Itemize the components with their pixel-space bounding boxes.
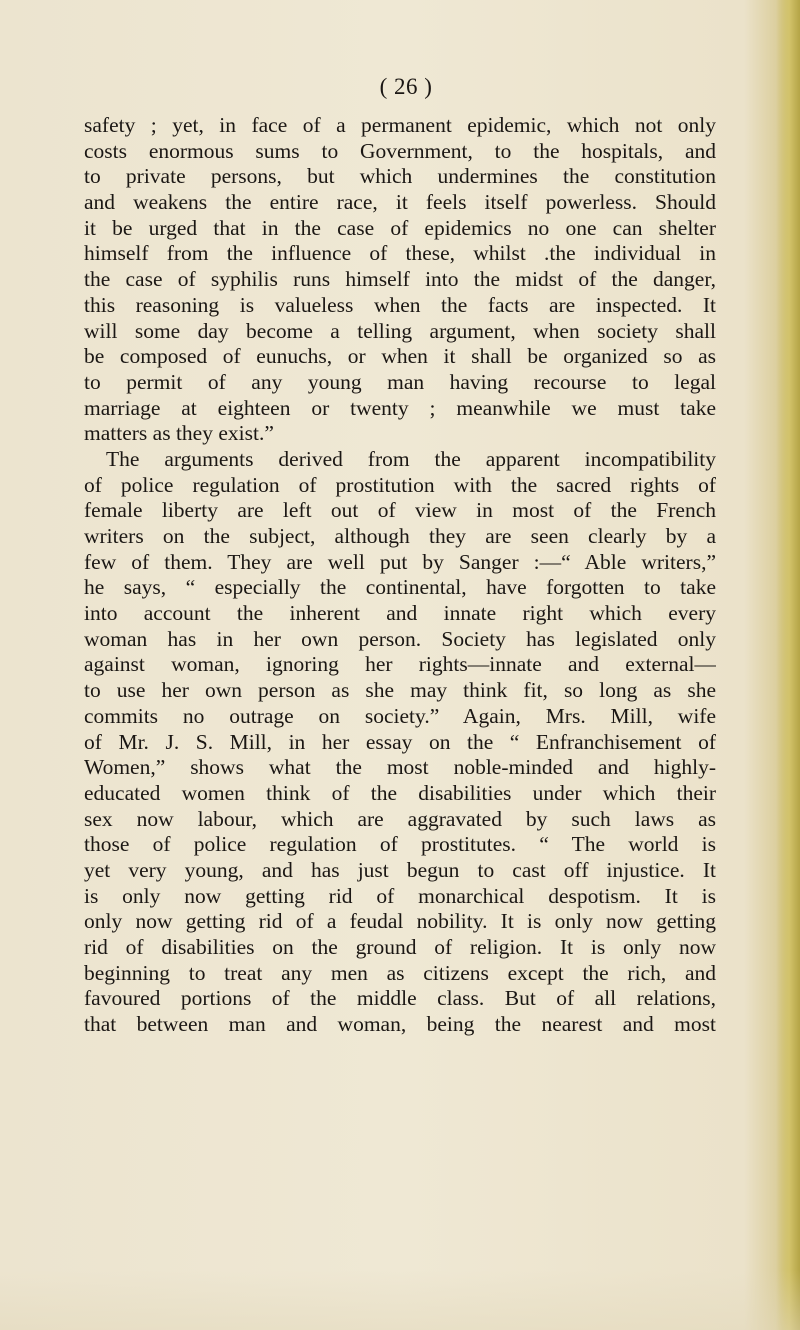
text-line: safety ; yet, in face of a permanent epidemic, which not only <box>84 113 716 137</box>
text-line: commits no outrage on society.” Again, Mrs. Mill, wife <box>84 703 716 728</box>
text-line: few of them. They are well put by Sanger :—“ Able writers,” <box>84 549 716 574</box>
text-line: will some day become a telling argument, when society shall <box>84 318 716 343</box>
text-line: to private persons, but which undermines the constitution <box>84 164 716 189</box>
text-line: writers on the subject, although they are seen clearly by a <box>84 524 716 548</box>
text-line: beginning to treat any men as citizens except the rich, and <box>84 960 716 985</box>
text-line: costs enormous sums to Government, to the hospitals, and <box>84 138 716 163</box>
text-line: favoured portions of the middle class. But of all relations, <box>84 986 716 1011</box>
text-line: only now getting rid of a feudal nobility. It is only now getting <box>84 909 716 934</box>
text-line: to use her own person as she may think fit, so long as she <box>84 678 716 703</box>
text-line: matters as they exist.” <box>84 421 274 446</box>
text-line: this reasoning is valueless when the facts are inspected. It <box>84 292 716 317</box>
text-line: woman has in her own person. Society has legislated only <box>84 626 716 651</box>
text-line: he says, “ especially the continental, have forgotten to take <box>84 575 716 600</box>
body-text <box>84 113 716 1038</box>
text-line: himself from the influence of these, whilst .the individual in <box>84 241 716 266</box>
text-line: sex now labour, which are aggravated by such laws as <box>84 806 716 831</box>
text-line: of Mr. J. S. Mill, in her essay on the “ Enfranchisement of <box>84 729 716 754</box>
text-line: it be urged that in the case of epidemics no one can shelter <box>84 215 716 240</box>
text-line: be composed of eunuchs, or when it shall be organized so as <box>84 344 716 369</box>
text-line: those of police regulation of prostitutes. “ The world is <box>84 832 716 857</box>
text-line: that between man and woman, being the nearest and most <box>84 1012 716 1037</box>
text-line: and weakens the entire race, it feels itself powerless. Should <box>84 190 716 215</box>
text-line: marriage at eighteen or twenty ; meanwhile we must take <box>84 395 716 420</box>
text-line: against woman, ignoring her rights—innate and external— <box>84 652 716 677</box>
text-line: rid of disabilities on the ground of religion. It is only now <box>84 935 716 959</box>
text-line: to permit of any young man having recourse to legal <box>84 369 716 394</box>
text-line: The arguments derived from the apparent incompatibility <box>106 446 716 471</box>
page-number: ( 26 ) <box>379 74 433 99</box>
text-line: of police regulation of prostitution with the sacred rights of <box>84 472 716 497</box>
text-line: female liberty are left out of view in most of the French <box>84 498 716 523</box>
page-edge-shadow <box>776 0 800 1330</box>
page-bottom-shade <box>0 1270 800 1330</box>
text-line: the case of syphilis runs himself into the midst of the danger, <box>84 267 716 292</box>
text-line: is only now getting rid of monarchical despotism. It is <box>84 883 716 908</box>
text-line: into account the inherent and innate right which every <box>84 601 716 626</box>
text-line: yet very young, and has just begun to cast off injustice. It <box>84 857 716 882</box>
text-line: Women,” shows what the most noble-minded and highly- <box>84 755 716 780</box>
text-line: educated women think of the disabilities under which their <box>84 780 716 805</box>
